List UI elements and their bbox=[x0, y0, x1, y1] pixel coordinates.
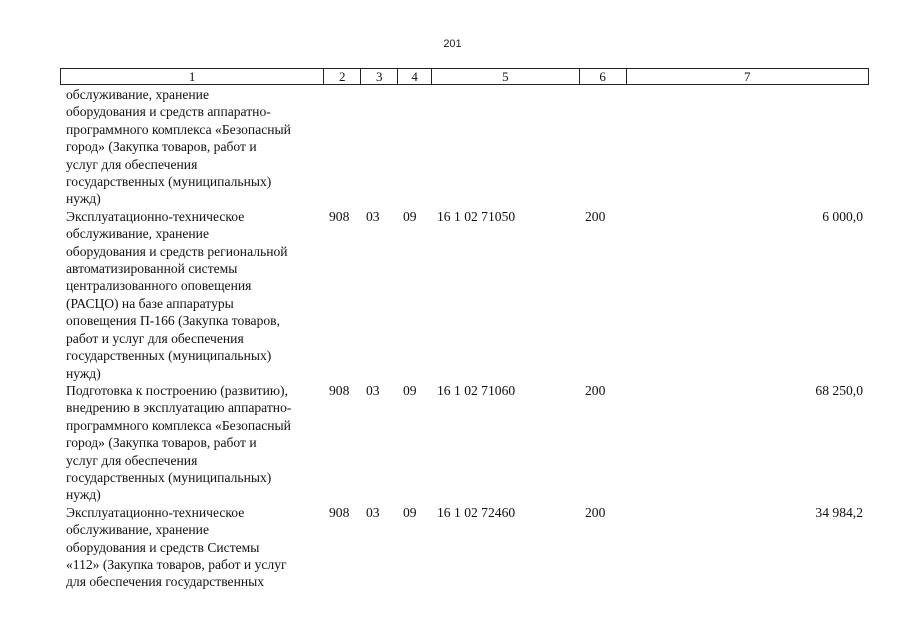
row-code-3: 03 bbox=[366, 208, 380, 224]
header-cell-5: 5 bbox=[431, 69, 579, 84]
description-line: обслуживание, хранение bbox=[66, 522, 209, 538]
row-code-5: 16 1 02 72460 bbox=[437, 504, 516, 520]
row-code-6: 200 bbox=[585, 208, 606, 224]
description-line: город» (Закупка товаров, работ и bbox=[66, 435, 257, 451]
description-line: централизованного оповещения bbox=[66, 278, 252, 294]
table-row bbox=[60, 86, 869, 208]
description-line: нужд) bbox=[66, 365, 101, 381]
description-line: программного комплекса «Безопасный bbox=[66, 417, 291, 433]
row-amount bbox=[626, 86, 869, 208]
row-code-3: 03 bbox=[366, 504, 380, 520]
description-line: нужд) bbox=[66, 487, 101, 503]
row-description bbox=[60, 208, 323, 382]
row-code-5 bbox=[431, 86, 579, 208]
row-code-2: 908 bbox=[329, 208, 350, 224]
description-line: внедрению в эксплуатацию аппаратно- bbox=[66, 400, 292, 416]
description-line: автоматизированной системы bbox=[66, 261, 238, 277]
row-code-4 bbox=[397, 86, 431, 208]
description-line: Эксплуатационно-техническое bbox=[66, 504, 245, 520]
row-amount: 6 000,0 bbox=[822, 208, 863, 224]
header-cell-2: 2 bbox=[323, 69, 360, 84]
row-code-4: 09 bbox=[403, 208, 417, 224]
row-code-5: 16 1 02 71050 bbox=[437, 208, 516, 224]
header-cell-3: 3 bbox=[360, 69, 397, 84]
description-line: оборудования и средств региональной bbox=[66, 243, 288, 259]
row-code-3: 03 bbox=[366, 382, 380, 398]
row-description bbox=[60, 382, 323, 504]
description-line: оповещения П-166 (Закупка товаров, bbox=[66, 313, 281, 329]
description-line: Эксплуатационно-техническое bbox=[66, 208, 245, 224]
row-amount: 34 984,2 bbox=[815, 504, 863, 520]
description-line: для обеспечения государственных bbox=[66, 574, 265, 590]
row-code-2: 908 bbox=[329, 504, 350, 520]
row-code-3 bbox=[360, 86, 397, 208]
description-line: «112» (Закупка товаров, работ и услуг bbox=[66, 556, 287, 572]
table-row bbox=[60, 382, 869, 504]
row-code-2: 908 bbox=[329, 382, 350, 398]
description-line: обслуживание, хранение bbox=[66, 226, 209, 242]
row-code-6: 200 bbox=[585, 504, 606, 520]
table-header-row bbox=[60, 68, 869, 85]
table-row bbox=[60, 504, 869, 591]
header-cell-4: 4 bbox=[397, 69, 431, 84]
description-line: город» (Закупка товаров, работ и bbox=[66, 139, 257, 155]
description-line: Подготовка к построению (развитию), bbox=[66, 382, 288, 398]
row-code-4: 09 bbox=[403, 382, 417, 398]
row-code-5: 16 1 02 71060 bbox=[437, 382, 516, 398]
row-code-2 bbox=[323, 86, 360, 208]
description-line: оборудования и средств Системы bbox=[66, 539, 260, 555]
description-line: обслуживание, хранение bbox=[66, 87, 209, 102]
row-description bbox=[60, 86, 323, 208]
row-description bbox=[60, 504, 323, 591]
row-amount: 68 250,0 bbox=[815, 382, 863, 398]
description-line: государственных (муниципальных) bbox=[66, 348, 272, 364]
row-code-6: 200 bbox=[585, 382, 606, 398]
row-code-4: 09 bbox=[403, 504, 417, 520]
description-line: услуг для обеспечения bbox=[66, 156, 198, 172]
description-line: программного комплекса «Безопасный bbox=[66, 121, 291, 137]
row-code-6 bbox=[579, 86, 626, 208]
description-line: услуг для обеспечения bbox=[66, 452, 198, 468]
description-line: государственных (муниципальных) bbox=[66, 174, 272, 190]
page-number: 201 bbox=[443, 38, 462, 50]
description-line: оборудования и средств аппаратно- bbox=[66, 104, 271, 120]
description-line: (РАСЦО) на базе аппаратуры bbox=[66, 295, 234, 311]
description-line: нужд) bbox=[66, 191, 101, 207]
header-cell-1: 1 bbox=[188, 69, 196, 84]
header-cell-7: 7 bbox=[626, 69, 868, 84]
description-line: государственных (муниципальных) bbox=[66, 469, 272, 485]
header-cell-6: 6 bbox=[579, 69, 626, 84]
table-row bbox=[60, 208, 869, 382]
description-line: работ и услуг для обеспечения bbox=[66, 330, 244, 346]
table-body bbox=[60, 86, 869, 591]
